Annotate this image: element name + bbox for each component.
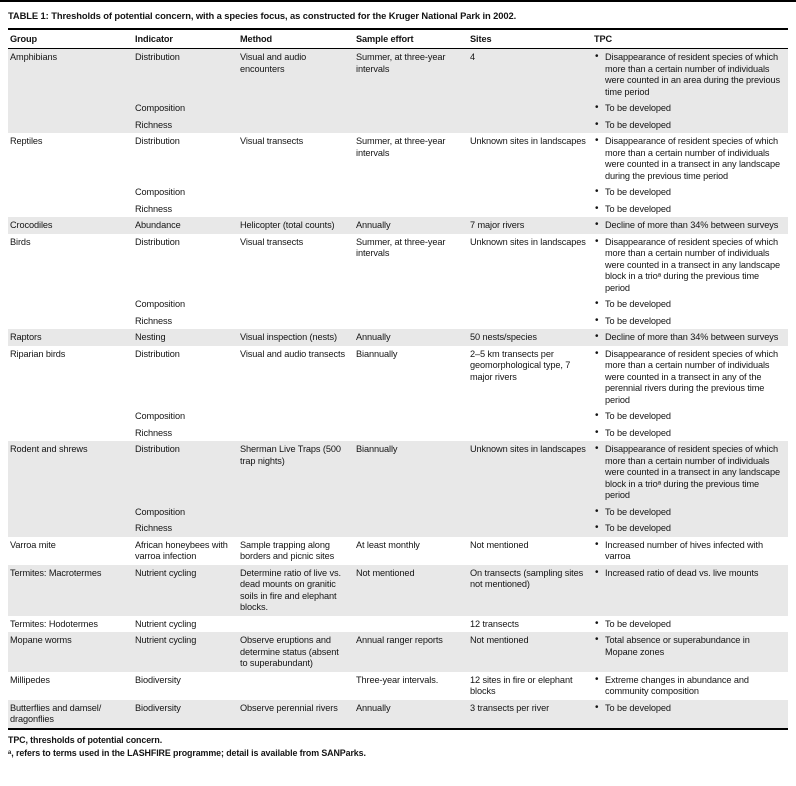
tpc-bullet-item: • Disappearance of resident species of which more than a certain number of individuals were counted in an area during the previous time period <box>594 52 780 98</box>
table-row <box>8 329 788 346</box>
sites-cell: Unknown sites in landscapes <box>470 136 586 146</box>
group-cell: Varroa mite <box>10 539 56 550</box>
sites-cell <box>470 100 594 117</box>
table-header-row <box>8 28 788 49</box>
sites-cell <box>470 408 594 425</box>
group-cell: Millipedes <box>10 674 50 685</box>
method-cell <box>240 100 356 117</box>
tpc-cell <box>594 504 788 521</box>
sites-cell: 12 sites in fire or elephant blocks <box>470 674 573 696</box>
group-cell: Rodent and shrews <box>10 444 88 454</box>
sample-effort-cell <box>356 117 470 134</box>
tpc-bullet-item: • Increased ratio of dead vs. live mounts <box>594 568 780 580</box>
tpc-cell <box>594 346 788 409</box>
tpc-cell <box>594 201 788 218</box>
sample-effort-cell: Summer, at three-year intervals <box>356 236 446 258</box>
column-header-tpc: TPC <box>594 34 613 44</box>
tpc-bullet-item: • Disappearance of resident species of which more than a certain number of individuals were counted in a transect in any landscape during the previous time period <box>594 136 780 182</box>
sample-effort-cell: Summer, at three-year intervals <box>356 52 446 74</box>
tpc-cell <box>594 217 788 234</box>
indicator-cell: Abundance <box>135 220 181 230</box>
footnote-lashfire: ᵃ, refers to terms used in the LASHFIRE programme; detail is available from SANParks. <box>8 748 366 759</box>
group-cell <box>8 100 135 117</box>
tpc-cell <box>594 117 788 134</box>
method-cell <box>240 184 356 201</box>
indicator-cell: Richness <box>135 315 172 326</box>
indicator-cell: Distribution <box>135 348 180 359</box>
table-row <box>8 616 788 633</box>
sites-cell <box>470 504 594 521</box>
indicator-cell: Distribution <box>135 236 180 247</box>
tpc-cell <box>594 700 788 728</box>
tpc-bullet-item: • To be developed <box>594 428 780 440</box>
sites-cell: 12 transects <box>470 618 519 629</box>
method-cell <box>240 504 356 521</box>
sites-cell: 2–5 km transects per geomorphological type, 7 major rivers <box>470 348 571 382</box>
method-cell: Visual and audio transects <box>240 348 345 359</box>
sample-effort-cell: Biannually <box>356 348 398 359</box>
sites-cell <box>470 184 594 201</box>
sites-cell: 7 major rivers <box>470 220 525 230</box>
group-cell: Amphibians <box>10 52 58 62</box>
sample-effort-cell: Summer, at three-year intervals <box>356 136 446 158</box>
table-row <box>8 672 788 700</box>
group-cell <box>8 425 135 442</box>
group-cell: Crocodiles <box>10 220 53 230</box>
method-cell <box>240 201 356 218</box>
sites-cell: Unknown sites in landscapes <box>470 444 586 454</box>
table-row <box>8 133 788 217</box>
indicator-cell: Composition <box>135 411 185 421</box>
sample-effort-cell: Annual ranger reports <box>356 635 443 645</box>
indicator-cell: Biodiversity <box>135 674 181 685</box>
sample-effort-cell <box>356 504 470 521</box>
sample-effort-cell: At least monthly <box>356 539 420 550</box>
group-cell: Termites: Macrotermes <box>10 567 102 578</box>
footnotes <box>8 730 788 762</box>
method-cell: Helicopter (total counts) <box>240 220 335 230</box>
method-cell <box>240 117 356 134</box>
table-row <box>8 234 788 330</box>
column-header-sample-effort: Sample effort <box>356 34 414 44</box>
indicator-cell: Composition <box>135 187 185 197</box>
tpc-bullet-item: • To be developed <box>594 507 780 519</box>
group-cell: Termites: Hodotermes <box>10 618 98 629</box>
indicator-cell: Nutrient cycling <box>135 567 197 578</box>
sample-effort-cell <box>356 100 470 117</box>
tpc-cell <box>594 184 788 201</box>
tpc-cell <box>594 672 788 700</box>
group-cell <box>8 184 135 201</box>
tpc-cell <box>594 100 788 117</box>
method-cell <box>240 425 356 442</box>
column-header-sites: Sites <box>470 34 492 44</box>
group-cell: Mopane worms <box>10 635 72 645</box>
table-row <box>8 632 788 672</box>
method-cell <box>240 296 356 313</box>
group-cell: Butterflies and damsel/ dragonflies <box>10 702 102 724</box>
method-cell: Observe perennial rivers <box>240 702 338 713</box>
indicator-cell: Composition <box>135 506 185 517</box>
tpc-cell <box>594 408 788 425</box>
method-cell <box>240 313 356 330</box>
sites-cell: 4 <box>470 52 476 62</box>
method-cell <box>240 520 356 537</box>
table-row <box>8 346 788 442</box>
sites-cell: 50 nests/species <box>470 332 537 342</box>
tpc-cell <box>594 49 788 100</box>
method-cell: Sherman Live Traps (500 trap nights) <box>240 444 341 466</box>
tpc-bullet-item: • Disappearance of resident species of which more than a certain number of individuals were counted in a transect in any landscape block in a trioᵃ during the previous time period <box>594 237 780 295</box>
method-cell: Visual and audio encounters <box>240 52 307 74</box>
sample-effort-cell: Three-year intervals. <box>356 674 439 685</box>
method-cell: Visual inspection (nests) <box>240 332 337 342</box>
sample-effort-cell <box>356 201 470 218</box>
method-cell: Visual transects <box>240 136 304 146</box>
tpc-bullet-item: • Extreme changes in abundance and community composition <box>594 675 780 698</box>
tpc-bullet-item: • Decline of more than 34% between surveys <box>594 220 780 232</box>
tpc-bullet-item: • To be developed <box>594 103 780 115</box>
group-cell <box>8 520 135 537</box>
indicator-cell: African honeybees with varroa infection <box>135 539 228 561</box>
tpc-cell <box>594 537 788 565</box>
tpc-cell <box>594 234 788 297</box>
indicator-cell: Distribution <box>135 444 180 454</box>
tpc-bullet-item: • To be developed <box>594 204 780 216</box>
tpc-cell <box>594 632 788 672</box>
sites-cell: Not mentioned <box>470 635 529 645</box>
indicator-cell: Nutrient cycling <box>135 635 197 645</box>
sites-cell <box>470 117 594 134</box>
sample-effort-cell <box>356 425 470 442</box>
group-cell <box>8 313 135 330</box>
tpc-cell <box>594 425 788 442</box>
group-cell: Birds <box>10 236 31 247</box>
indicator-cell: Composition <box>135 103 185 113</box>
group-cell <box>8 408 135 425</box>
tpc-bullet-item: • To be developed <box>594 316 780 328</box>
indicator-cell: Richness <box>135 523 172 533</box>
tpc-bullet-item: • To be developed <box>594 187 780 199</box>
tpc-bullet-item: • To be developed <box>594 299 780 311</box>
method-cell <box>240 408 356 425</box>
group-cell <box>8 117 135 134</box>
group-cell: Raptors <box>10 332 42 342</box>
sites-cell: 3 transects per river <box>470 702 550 713</box>
table-row <box>8 700 788 728</box>
method-cell: Sample trapping along borders and picnic sites <box>240 539 335 561</box>
tpc-cell <box>594 296 788 313</box>
sample-effort-cell <box>356 520 470 537</box>
indicator-cell: Nesting <box>135 332 166 342</box>
sample-effort-cell: Annually <box>356 702 391 713</box>
indicator-cell: Richness <box>135 203 172 214</box>
table-row <box>8 441 788 537</box>
tpc-cell <box>594 616 788 633</box>
footnote-tpc-definition: TPC, thresholds of potential concern. <box>8 734 163 745</box>
tpc-bullet-item: • To be developed <box>594 703 780 715</box>
tpc-cell <box>594 313 788 330</box>
column-header-method: Method <box>240 34 273 44</box>
sites-cell <box>470 296 594 313</box>
sample-effort-cell: Biannually <box>356 444 398 454</box>
tpc-cell <box>594 520 788 537</box>
indicator-cell: Richness <box>135 427 172 438</box>
indicator-cell: Distribution <box>135 136 180 146</box>
indicator-cell: Richness <box>135 119 172 130</box>
indicator-cell: Nutrient cycling <box>135 618 197 629</box>
group-cell: Reptiles <box>10 136 43 146</box>
table-row <box>8 565 788 616</box>
tpc-bullet-item: • Total absence or superabundance in Mopane zones <box>594 635 780 658</box>
sample-effort-cell: Annually <box>356 332 391 342</box>
method-cell <box>240 672 356 700</box>
sites-cell: Unknown sites in landscapes <box>470 236 586 247</box>
method-cell: Determine ratio of live vs. dead mounts on granitic soils in fire and elephant blocks. <box>240 567 341 612</box>
tpc-bullet-item: • Disappearance of resident species of which more than a certain number of individuals were counted in a transect in any landscape block in a trioᵃ during the previous time period <box>594 444 780 502</box>
tpc-cell <box>594 565 788 616</box>
group-cell <box>8 296 135 313</box>
sample-effort-cell <box>356 616 470 633</box>
tpc-bullet-item: • Increased number of hives infected with varroa <box>594 540 780 563</box>
column-header-group: Group <box>10 34 38 44</box>
tpc-bullet-item: • To be developed <box>594 120 780 132</box>
sample-effort-cell: Not mentioned <box>356 567 415 578</box>
column-header-indicator: Indicator <box>135 34 173 44</box>
group-cell <box>8 504 135 521</box>
table-title: TABLE 1: Thresholds of potential concern, with a species focus, as constructed for the Kruger National Park in 2002. <box>8 10 517 21</box>
method-cell: Visual transects <box>240 236 304 247</box>
sites-cell <box>470 313 594 330</box>
table-row <box>8 537 788 565</box>
sites-cell: Not mentioned <box>470 539 529 550</box>
group-cell <box>8 201 135 218</box>
tpc-bullet-item: • To be developed <box>594 411 780 423</box>
sample-effort-cell <box>356 296 470 313</box>
table-body <box>8 49 788 730</box>
sample-effort-cell <box>356 408 470 425</box>
sites-cell <box>470 520 594 537</box>
tpc-cell <box>594 133 788 184</box>
sample-effort-cell: Annually <box>356 220 391 230</box>
tpc-bullet-item: • Decline of more than 34% between surveys <box>594 332 780 344</box>
tpc-bullet-item: • To be developed <box>594 523 780 535</box>
method-cell: Observe eruptions and determine status (absent to superabundant) <box>240 635 339 668</box>
tpc-cell <box>594 329 788 346</box>
sites-cell: On transects (sampling sites not mentioned) <box>470 567 584 589</box>
method-cell <box>240 616 356 633</box>
table-row <box>8 217 788 234</box>
tpc-bullet-item: • To be developed <box>594 619 780 631</box>
indicator-cell: Distribution <box>135 52 180 62</box>
sample-effort-cell <box>356 313 470 330</box>
indicator-cell: Biodiversity <box>135 702 181 713</box>
table-row <box>8 49 788 133</box>
sample-effort-cell <box>356 184 470 201</box>
tpc-bullet-item: • Disappearance of resident species of which more than a certain number of individuals were counted in a transect in any of the perennial rivers during the previous time period <box>594 349 780 407</box>
tpc-cell <box>594 441 788 504</box>
sites-cell <box>470 425 594 442</box>
indicator-cell: Composition <box>135 299 185 309</box>
sites-cell <box>470 201 594 218</box>
group-cell: Riparian birds <box>10 348 66 359</box>
